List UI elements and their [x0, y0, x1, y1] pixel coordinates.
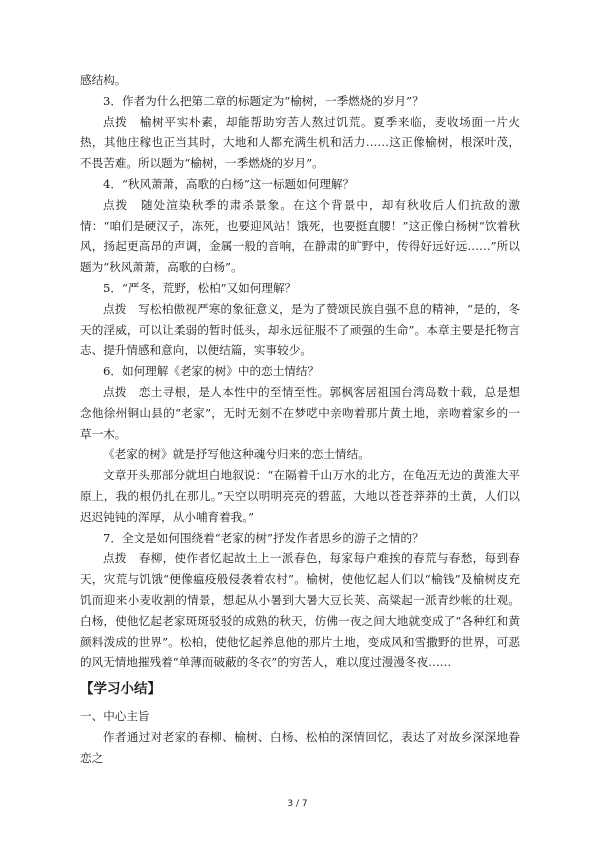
- paragraph: 点拨 随处渲染秋季的肃杀景象。在这个背景中，却有秋收后人们抗敌的激情：“咱们是硬汉子，冻死，也要迎风站！饿死，也要挺直腰！”这正像白杨树“饮着秋风，扬起更高昂的声调，金属一般的音响，在静肃的旷野中，传得好远好远……”所以题为“秋风萧萧，高歌的白杨”。: [80, 197, 520, 275]
- paragraph: 一、中心主旨: [80, 709, 150, 724]
- paragraph: 7．全文是如何围绕着“老家的树”抒发作者思乡的游子之情的？: [103, 530, 424, 545]
- paragraph: 《老家的树》就是抒写他这种魂兮归来的恋土情结。: [103, 447, 370, 462]
- paragraph: 文章开头那部分就坦白地叙说：“在隔着千山万水的北方，在龟冱无边的黄淮大平原上，我的根仍扎在那儿。”天空以明明亮亮的碧蓝，大地以苍苍莽莽的土黄，人们以迟迟钝钝的浑厚，从小哺育着我。”: [80, 468, 520, 524]
- paragraph-group-after-heading: [80, 706, 520, 768]
- section-heading: 【学习小结】: [80, 681, 161, 698]
- paragraph: 感结构。: [80, 73, 127, 87]
- paragraph: 5．“严冬，荒野，松柏”又如何理解？: [103, 280, 297, 295]
- paragraph: 点拨 恋土寻根，是人本性中的至情至性。郭枫客居祖国台湾岛数十载，总是想念他徐州铜山县的“老家”，无时无刻不在梦呓中亲吻着那片黄土地，亲吻着家乡的一草一木。: [80, 384, 520, 441]
- page-number: 3 / 7: [287, 799, 308, 809]
- paragraph-group: [80, 70, 520, 673]
- paragraph: 4．“秋风萧萧，高歌的白杨”这一标题如何理解？: [103, 176, 355, 191]
- paragraph: 点拨 春柳，使作者忆起故土上一派春色，每家每户难挨的春荒与春愁，每到春天，灾荒与饥饿“便像瘟疫般侵袭着农村”。榆树，使他忆起人们以“榆钱”及榆树皮充饥而迎来小麦收割的情景，想起从小暑到大暑大豆长荚、高粱起一派青纱帐的壮观。白杨，使他忆起老家斑斑驳驳的成熟的秋天，仿佛一夜之间大地就变成了“各种红和黄颜料泼成的世界”。松柏，使他忆起养息他的那片土地，变成风和雪撒野的世界，可恶的风无情地摧残着“单薄而破蔽的冬衣”的穷苦人，难以度过漫漫冬夜……: [80, 551, 520, 670]
- document-body: [80, 70, 520, 769]
- paragraph: 作者通过对老家的春柳、榆树、白杨、松柏的深情回忆，表达了对故乡深深地眷恋之: [80, 729, 520, 765]
- paragraph: 点拨 榆树平实朴素，却能帮助穷苦人熬过饥荒。夏季来临，麦收场面一片火热，其他庄稼也正当其时，大地和人都充满生机和活力……这正像榆树，根深叶茂，不畏苦难。所以题为“榆树，一季燃烧的岁月”。: [80, 114, 520, 171]
- paragraph: 6．如何理解《老家的树》中的恋土情结？: [103, 364, 320, 379]
- paragraph: 3．作者为什么把第二章的标题定为“榆树，一季燃烧的岁月”？: [103, 93, 424, 108]
- paragraph: 点拨 写松柏傲视严寒的象征意义，是为了赞颂民族自强不息的精神，“是的，冬天的淫威，可以让柔弱的暂时低头，却永远征服不了顽强的生命”。本章主要是托物言志、提升情感和意向，以便结篇，实事较少。: [80, 301, 520, 358]
